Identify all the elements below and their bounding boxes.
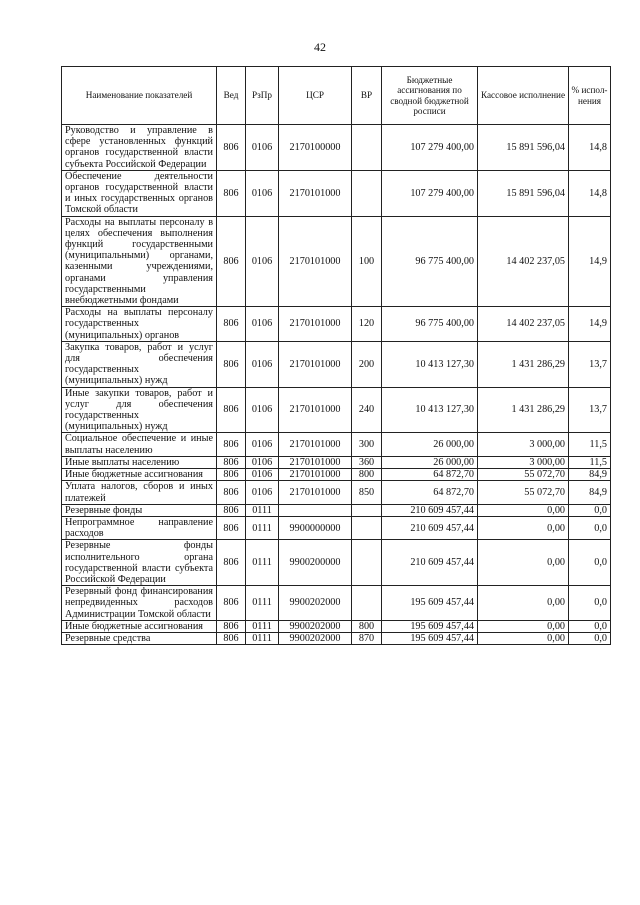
cell-budget: 210 609 457,44 <box>382 516 478 539</box>
cell-csr: 2170101000 <box>279 433 352 456</box>
cell-ved: 806 <box>217 341 246 387</box>
header-percent: % испол-нения <box>569 67 611 125</box>
table-row <box>62 540 611 586</box>
cell-cash: 0,00 <box>478 620 569 632</box>
cell-cash: 0,00 <box>478 516 569 539</box>
cell-csr: 2170101000 <box>279 170 352 216</box>
table-row <box>62 125 611 171</box>
cell-name: Иные закупки товаров, работ и услуг для обеспечения государственных (муниципальных) нужд <box>62 387 217 433</box>
cell-ved: 806 <box>217 586 246 621</box>
cell-ved: 806 <box>217 632 246 644</box>
header-vr: ВР <box>352 67 382 125</box>
cell-rzpr: 0111 <box>246 540 279 586</box>
cell-budget: 195 609 457,44 <box>382 632 478 644</box>
cell-cash: 0,00 <box>478 586 569 621</box>
cell-percent: 84,9 <box>569 469 611 481</box>
cell-budget: 210 609 457,44 <box>382 504 478 516</box>
cell-rzpr: 0111 <box>246 504 279 516</box>
cell-csr: 2170100000 <box>279 125 352 171</box>
table-row <box>62 632 611 644</box>
cell-name: Иные бюджетные ассигнования <box>62 469 217 481</box>
cell-ved: 806 <box>217 469 246 481</box>
cell-percent: 84,9 <box>569 481 611 504</box>
cell-rzpr: 0111 <box>246 632 279 644</box>
cell-vr <box>352 125 382 171</box>
cell-ved: 806 <box>217 307 246 342</box>
table-row <box>62 307 611 342</box>
cell-ved: 806 <box>217 216 246 307</box>
cell-name: Расходы на выплаты персоналу государственных (муниципальных) органов <box>62 307 217 342</box>
table-row <box>62 620 611 632</box>
cell-rzpr: 0111 <box>246 586 279 621</box>
cell-csr: 2170101000 <box>279 307 352 342</box>
cell-name: Иные выплаты населению <box>62 456 217 468</box>
cell-cash: 0,00 <box>478 504 569 516</box>
cell-percent: 0,0 <box>569 586 611 621</box>
cell-csr <box>279 504 352 516</box>
cell-budget: 10 413 127,30 <box>382 341 478 387</box>
page-number: 42 <box>314 40 326 54</box>
table-row <box>62 469 611 481</box>
cell-rzpr: 0106 <box>246 307 279 342</box>
cell-name: Резервные средства <box>62 632 217 644</box>
cell-csr: 9900000000 <box>279 516 352 539</box>
cell-budget: 195 609 457,44 <box>382 586 478 621</box>
cell-vr: 800 <box>352 620 382 632</box>
cell-percent: 14,8 <box>569 170 611 216</box>
cell-cash: 15 891 596,04 <box>478 170 569 216</box>
cell-name: Резервные фонды исполнительного органа государственной власти субъекта Российской Федерации <box>62 540 217 586</box>
cell-ved: 806 <box>217 540 246 586</box>
cell-rzpr: 0106 <box>246 481 279 504</box>
cell-rzpr: 0106 <box>246 456 279 468</box>
cell-cash: 3 000,00 <box>478 456 569 468</box>
table-row <box>62 456 611 468</box>
cell-percent: 13,7 <box>569 341 611 387</box>
cell-name: Обеспечение деятельности органов государственной власти и иных государственных органов Томской области <box>62 170 217 216</box>
cell-csr: 9900202000 <box>279 632 352 644</box>
cell-percent: 11,5 <box>569 456 611 468</box>
table-row <box>62 516 611 539</box>
cell-budget: 107 279 400,00 <box>382 125 478 171</box>
table-row <box>62 170 611 216</box>
cell-name: Резервные фонды <box>62 504 217 516</box>
cell-rzpr: 0106 <box>246 469 279 481</box>
cell-vr: 850 <box>352 481 382 504</box>
table-body <box>62 125 611 645</box>
cell-budget: 10 413 127,30 <box>382 387 478 433</box>
cell-cash: 0,00 <box>478 540 569 586</box>
cell-name: Расходы на выплаты персоналу в целях обеспечения выполнения функций государственными (муниципальными) органами, казенными учреждениями, органами управления государственными внебюджетными фондами <box>62 216 217 307</box>
cell-budget: 64 872,70 <box>382 469 478 481</box>
cell-rzpr: 0111 <box>246 516 279 539</box>
cell-rzpr: 0106 <box>246 387 279 433</box>
cell-rzpr: 0106 <box>246 125 279 171</box>
cell-percent: 0,0 <box>569 540 611 586</box>
header-name: Наименование показателей <box>62 67 217 125</box>
cell-name: Непрограммное направление расходов <box>62 516 217 539</box>
table-row <box>62 387 611 433</box>
cell-ved: 806 <box>217 504 246 516</box>
cell-percent: 11,5 <box>569 433 611 456</box>
cell-vr: 800 <box>352 469 382 481</box>
cell-csr: 2170101000 <box>279 216 352 307</box>
header-budget: Бюджетные ассигнования по сводной бюджетной росписи <box>382 67 478 125</box>
cell-name: Уплата налогов, сборов и иных платежей <box>62 481 217 504</box>
cell-budget: 96 775 400,00 <box>382 307 478 342</box>
cell-name: Социальное обеспечение и иные выплаты населению <box>62 433 217 456</box>
cell-rzpr: 0106 <box>246 216 279 307</box>
cell-cash: 14 402 237,05 <box>478 216 569 307</box>
cell-csr: 2170101000 <box>279 469 352 481</box>
header-rzpr: РзПр <box>246 67 279 125</box>
cell-budget: 107 279 400,00 <box>382 170 478 216</box>
cell-percent: 0,0 <box>569 516 611 539</box>
cell-percent: 13,7 <box>569 387 611 433</box>
cell-cash: 0,00 <box>478 632 569 644</box>
cell-vr <box>352 504 382 516</box>
cell-ved: 806 <box>217 433 246 456</box>
cell-csr: 2170101000 <box>279 456 352 468</box>
cell-csr: 2170101000 <box>279 341 352 387</box>
cell-vr: 240 <box>352 387 382 433</box>
cell-name: Резервный фонд финансирования непредвиденных расходов Администрации Томской области <box>62 586 217 621</box>
cell-vr <box>352 170 382 216</box>
header-csr: ЦСР <box>279 67 352 125</box>
cell-percent: 0,0 <box>569 632 611 644</box>
cell-name: Руководство и управление в сфере установленных функций органов государственной власти субъекта Российской Федерации <box>62 125 217 171</box>
budget-execution-table <box>61 66 611 645</box>
cell-budget: 64 872,70 <box>382 481 478 504</box>
table-row <box>62 504 611 516</box>
cell-budget: 195 609 457,44 <box>382 620 478 632</box>
table-row <box>62 481 611 504</box>
cell-budget: 96 775 400,00 <box>382 216 478 307</box>
cell-ved: 806 <box>217 516 246 539</box>
cell-percent: 14,8 <box>569 125 611 171</box>
cell-vr: 200 <box>352 341 382 387</box>
cell-percent: 0,0 <box>569 504 611 516</box>
cell-budget: 210 609 457,44 <box>382 540 478 586</box>
cell-vr: 360 <box>352 456 382 468</box>
cell-vr <box>352 516 382 539</box>
cell-vr <box>352 586 382 621</box>
cell-ved: 806 <box>217 125 246 171</box>
cell-rzpr: 0106 <box>246 170 279 216</box>
table-row <box>62 341 611 387</box>
cell-cash: 14 402 237,05 <box>478 307 569 342</box>
cell-vr: 100 <box>352 216 382 307</box>
cell-name: Иные бюджетные ассигнования <box>62 620 217 632</box>
cell-csr: 2170101000 <box>279 387 352 433</box>
cell-cash: 55 072,70 <box>478 469 569 481</box>
cell-csr: 9900202000 <box>279 620 352 632</box>
header-cash: Кассовое исполнение <box>478 67 569 125</box>
cell-percent: 14,9 <box>569 216 611 307</box>
cell-cash: 1 431 286,29 <box>478 387 569 433</box>
header-ved: Вед <box>217 67 246 125</box>
cell-cash: 15 891 596,04 <box>478 125 569 171</box>
cell-ved: 806 <box>217 387 246 433</box>
cell-vr: 870 <box>352 632 382 644</box>
cell-rzpr: 0111 <box>246 620 279 632</box>
table-header-row <box>62 67 611 125</box>
cell-rzpr: 0106 <box>246 433 279 456</box>
table-row <box>62 433 611 456</box>
cell-vr: 300 <box>352 433 382 456</box>
cell-name: Закупка товаров, работ и услуг для обеспечения государственных (муниципальных) нужд <box>62 341 217 387</box>
cell-budget: 26 000,00 <box>382 433 478 456</box>
cell-percent: 0,0 <box>569 620 611 632</box>
cell-csr: 9900202000 <box>279 586 352 621</box>
cell-vr: 120 <box>352 307 382 342</box>
cell-cash: 3 000,00 <box>478 433 569 456</box>
cell-cash: 55 072,70 <box>478 481 569 504</box>
table-row <box>62 216 611 307</box>
cell-rzpr: 0106 <box>246 341 279 387</box>
cell-csr: 2170101000 <box>279 481 352 504</box>
cell-csr: 9900200000 <box>279 540 352 586</box>
cell-ved: 806 <box>217 620 246 632</box>
cell-budget: 26 000,00 <box>382 456 478 468</box>
table-row <box>62 586 611 621</box>
cell-vr <box>352 540 382 586</box>
cell-percent: 14,9 <box>569 307 611 342</box>
cell-ved: 806 <box>217 481 246 504</box>
cell-ved: 806 <box>217 170 246 216</box>
cell-ved: 806 <box>217 456 246 468</box>
cell-cash: 1 431 286,29 <box>478 341 569 387</box>
